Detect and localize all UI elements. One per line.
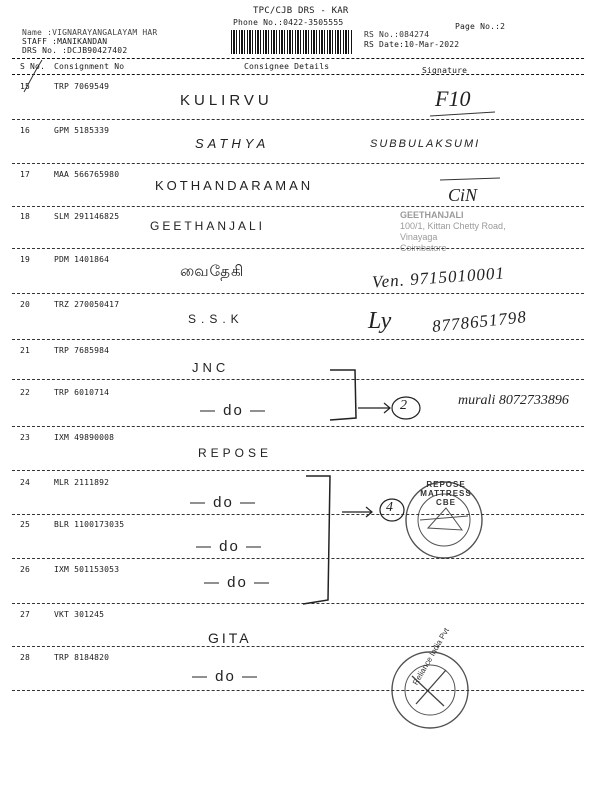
phone-number: Phone No.:0422-3505555: [233, 18, 344, 27]
count-label-1: 2: [400, 398, 407, 413]
drs-number: DRS No. :DCJB90427402: [22, 46, 128, 55]
col-signature: Signature: [422, 66, 468, 75]
row-signature: Ven. 9715010001: [371, 263, 506, 292]
col-consignee: Consignee Details: [244, 62, 330, 71]
row-sign-initial: Ly: [368, 308, 392, 334]
row-consignment: MAA 566765980: [54, 170, 120, 179]
row-consignment: VKT 301245: [54, 610, 105, 619]
col-consignment: Consignment No: [54, 62, 125, 71]
sheet-title: TPC/CJB DRS - KAR: [253, 6, 349, 16]
row-consignment: TRP 7069549: [54, 82, 110, 91]
row-sno: 17: [20, 170, 31, 179]
row-sno: 25: [20, 520, 31, 529]
row-consignment: GPM 5185339: [54, 126, 110, 135]
row-signature: F10: [435, 86, 471, 111]
rs-number: RS No.:084274: [364, 30, 430, 39]
row-signature: CiN: [448, 185, 478, 205]
header-staff: STAFF :MANIKANDAN: [22, 37, 108, 46]
row-sno: 24: [20, 478, 31, 487]
bracket-2: [303, 476, 330, 604]
row-sno: 27: [20, 610, 31, 619]
row-sno: 22: [20, 388, 31, 397]
row-consignment: TRP 6010714: [54, 388, 110, 397]
reliance-stamp-text: Reliance India Pvt: [410, 626, 452, 687]
row-consignee: — do —: [196, 538, 264, 555]
row-consignee: KOTHANDARAMAN: [155, 178, 314, 193]
row-consignee: GITA: [208, 630, 252, 646]
row-consignment: TRP 8184820: [54, 653, 110, 662]
page-number: Page No.:2: [455, 22, 506, 31]
margin-tick: [24, 60, 42, 92]
row-consignee: KULIRVU: [180, 92, 273, 109]
row-consignee: — do —: [190, 494, 258, 511]
row-sno: 21: [20, 346, 31, 355]
bracket-1: [330, 370, 356, 420]
col-sno: S No.: [20, 62, 46, 71]
row-consignment: SLM 291146825: [54, 212, 120, 221]
row-sno: 28: [20, 653, 31, 662]
header-name: Name :VIGNARAYANGALAYAM HAR: [22, 28, 158, 37]
row-consignee: வைதேகி: [180, 262, 245, 280]
row-sno: 23: [20, 433, 31, 442]
row-consignee: SATHYA: [195, 136, 270, 151]
row-sno: 15: [20, 82, 31, 91]
row-consignee: REPOSE: [198, 446, 273, 460]
row-signature: murali 8072733896: [458, 393, 569, 408]
row-sno: 19: [20, 255, 31, 264]
row-consignee: — do —: [192, 668, 260, 685]
row-consignee: — do —: [200, 402, 268, 419]
row-consignment: TRP 7685984: [54, 346, 110, 355]
rs-date: RS Date:10-Mar-2022: [364, 40, 460, 49]
row-sno: 18: [20, 212, 31, 221]
row-consignment: TRZ 270050417: [54, 300, 120, 309]
faded-stamp: GEETHANJALI 100/1, Kittan Chetty Road, Vinayaga Coimbatore: [400, 210, 506, 253]
row-consignment: BLR 1100173035: [54, 520, 125, 529]
row-consignment: PDM 1401864: [54, 255, 110, 264]
row-consignee: JNC: [192, 360, 230, 375]
row-consignment: IXM 49890008: [54, 433, 115, 442]
row-sno: 26: [20, 565, 31, 574]
row-consignee: S.S.K: [188, 312, 244, 326]
row-signature: 8778651798: [431, 307, 528, 336]
row-consignee: — do —: [204, 574, 272, 591]
count-label-2: 4: [386, 500, 393, 515]
row-consignment: IXM 501153053: [54, 565, 120, 574]
row-sno: 16: [20, 126, 31, 135]
repose-stamp-text: REPOSE MATTRESS CBE: [420, 480, 472, 507]
row-consignee: GEETHANJALI: [150, 219, 266, 233]
row-signature: SUBBULAKSUMI: [370, 138, 481, 150]
row-sno: 20: [20, 300, 31, 309]
row-consignment: MLR 2111892: [54, 478, 110, 487]
